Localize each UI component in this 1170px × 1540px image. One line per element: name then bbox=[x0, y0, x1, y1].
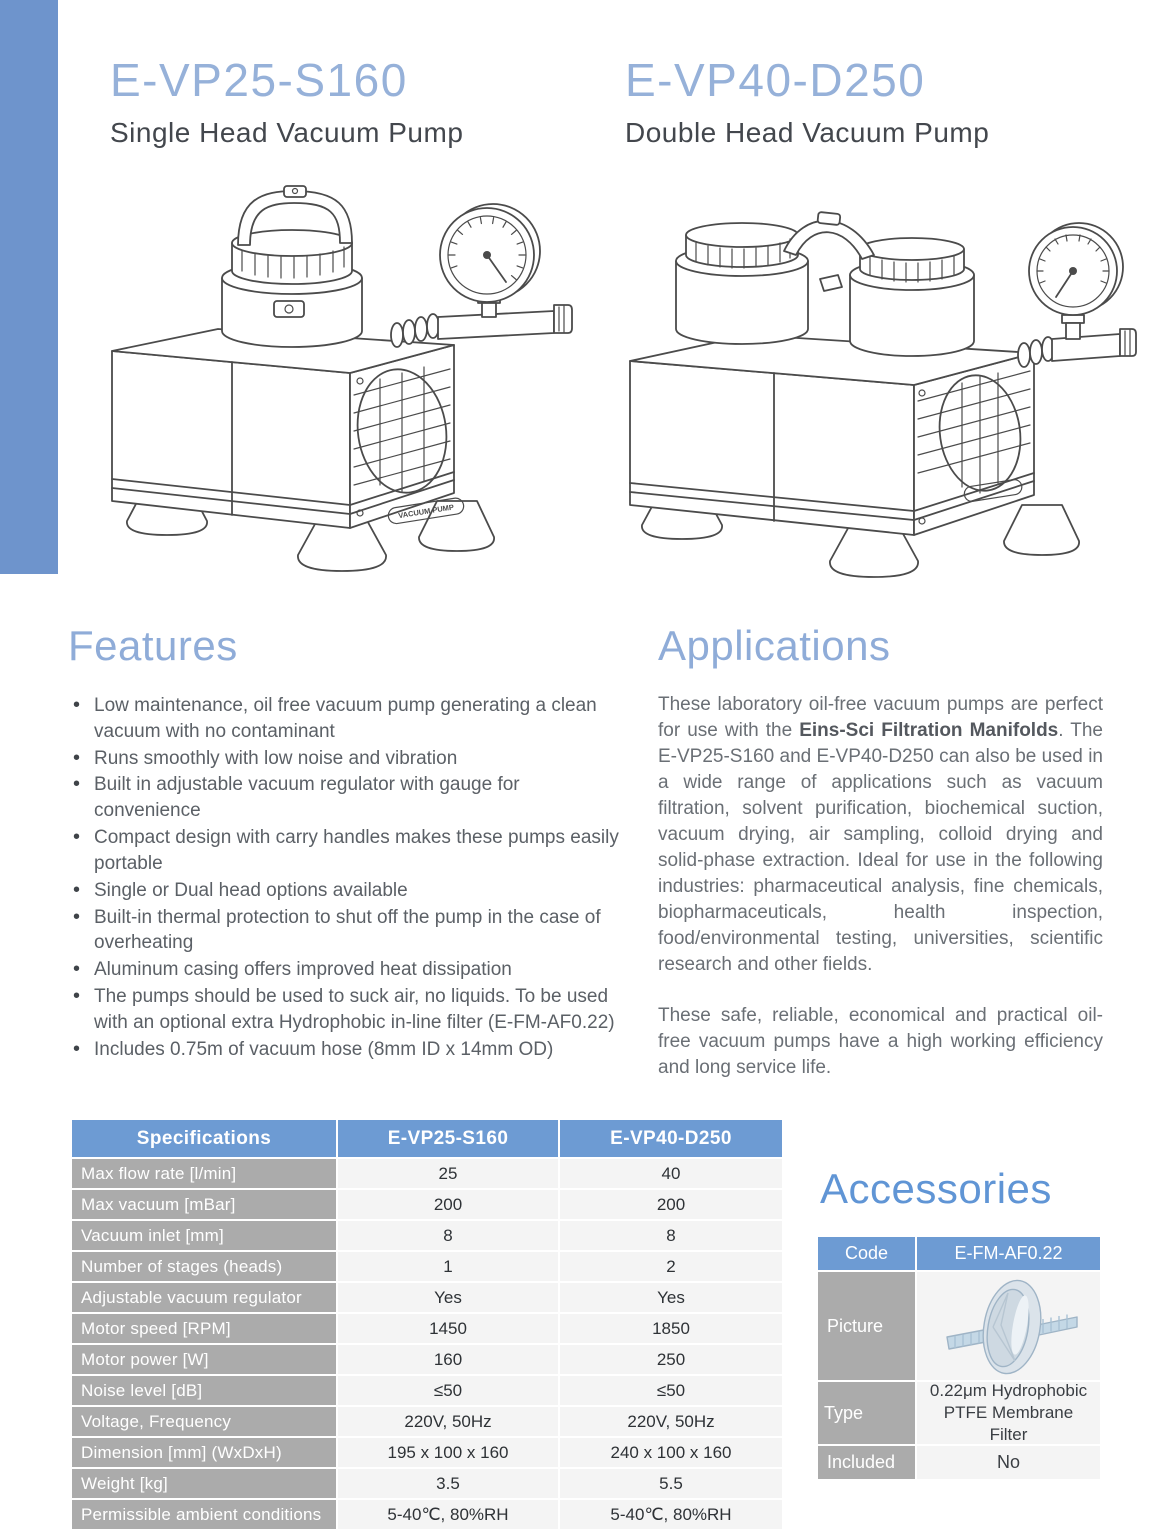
feature-item: • Compact design with carry handles makes these pumps easily portable bbox=[68, 825, 620, 877]
applications-paragraph-1 bbox=[658, 692, 1103, 978]
feature-item: • Built in adjustable vacuum regulator with gauge for convenience bbox=[68, 772, 620, 824]
product-header-right bbox=[625, 54, 990, 148]
accessory-type-label: Type bbox=[818, 1382, 915, 1444]
spec-row-label: Motor power [W] bbox=[72, 1345, 336, 1374]
feature-item: • Includes 0.75m of vacuum hose (8mm ID x 14mm OD) bbox=[68, 1037, 620, 1063]
spec-row-label: Dimension [mm] (WxDxH) bbox=[72, 1438, 336, 1467]
feature-item: • The pumps should be used to suck air, no liquids. To be used with an optional extra Hydrophobic in-line filter (E-FM-AF0.22) bbox=[68, 984, 620, 1036]
spec-row-value-1: 200 bbox=[338, 1190, 558, 1219]
pressure-gauge bbox=[440, 204, 540, 302]
pump-head bbox=[222, 230, 362, 347]
vacuum-piping bbox=[391, 295, 572, 347]
spec-row-label: Voltage, Frequency bbox=[72, 1407, 336, 1436]
applications-section bbox=[658, 622, 1103, 1081]
spec-row-value-2: 5-40℃, 80%RH bbox=[560, 1500, 782, 1529]
features-list bbox=[68, 693, 620, 1063]
spec-row-value-1: Yes bbox=[338, 1283, 558, 1312]
features-title: Features bbox=[68, 622, 238, 669]
product-code-right: E-VP40-D250 bbox=[625, 54, 926, 106]
spec-row-value-1: 8 bbox=[338, 1221, 558, 1250]
spec-row-value-2: 5.5 bbox=[560, 1469, 782, 1498]
spec-header-specifications: Specifications bbox=[72, 1120, 336, 1157]
spec-row-label: Max flow rate [l/min] bbox=[72, 1159, 336, 1188]
product-header-left bbox=[110, 54, 464, 148]
spec-row-value-2: 220V, 50Hz bbox=[560, 1407, 782, 1436]
accessories-title: Accessories bbox=[820, 1165, 1052, 1212]
feature-item: • Built-in thermal protection to shut off the pump in the case of overheating bbox=[68, 905, 620, 957]
accessory-type-value: 0.22μm Hydrophobic PTFE Membrane Filter bbox=[917, 1382, 1100, 1444]
double-pump-drawing bbox=[612, 182, 1138, 584]
para1-post: . The E-VP25-S160 and E-VP40-D250 can also be used in a wide range of applications such as vacuum filtration, solvent purification, biochemical suction, vacuum drying, air sampling, colloid drying and solid-phase extraction. Ideal for use in the following industries: pharmaceutical analysis, fine chemicals, biopharmaceuticals, health inspection, food/environmental testing, universities, scientific research and other fields. bbox=[658, 720, 1103, 976]
single-pump-drawing bbox=[92, 182, 580, 584]
spec-row-value-1: 1 bbox=[338, 1252, 558, 1281]
accessory-code-label: Code bbox=[818, 1237, 915, 1270]
spec-row-label: Max vacuum [mBar] bbox=[72, 1190, 336, 1219]
applications-title: Applications bbox=[658, 622, 891, 669]
spec-row-value-2: 240 x 100 x 160 bbox=[560, 1438, 782, 1467]
spec-row-value-2: 1850 bbox=[560, 1314, 782, 1343]
spec-header-model-1: E-VP25-S160 bbox=[338, 1120, 558, 1157]
spec-row-label: Motor speed [RPM] bbox=[72, 1314, 336, 1343]
pump-casing bbox=[112, 329, 454, 528]
spec-row-label: Vacuum inlet [mm] bbox=[72, 1221, 336, 1250]
accessory-included-label: Included bbox=[818, 1446, 915, 1479]
feature-item: • Runs smoothly with low noise and vibration bbox=[68, 746, 620, 772]
pump-casing bbox=[630, 335, 1034, 535]
spec-row-value-1: 220V, 50Hz bbox=[338, 1407, 558, 1436]
accessories-table bbox=[818, 1237, 1100, 1479]
pump-nameplate-text: VACUUM PUMP bbox=[397, 502, 455, 521]
para1-pre: These laboratory oil-free vacuum pumps are perfect for use with the bbox=[658, 694, 1103, 742]
spec-row-value-2: 8 bbox=[560, 1221, 782, 1250]
spec-header-model-2: E-VP40-D250 bbox=[560, 1120, 782, 1157]
spec-row-value-2: 250 bbox=[560, 1345, 782, 1374]
spec-row-value-1: 25 bbox=[338, 1159, 558, 1188]
spec-row-label: Adjustable vacuum regulator bbox=[72, 1283, 336, 1312]
membrane-filter-image bbox=[919, 1273, 1099, 1379]
spec-row-label: Noise level [dB] bbox=[72, 1376, 336, 1405]
spec-row-value-1: 195 x 100 x 160 bbox=[338, 1438, 558, 1467]
para1-bold: Eins-Sci Filtration Manifolds bbox=[799, 720, 1059, 742]
feature-item: • Aluminum casing offers improved heat dissipation bbox=[68, 957, 620, 983]
spec-row-value-1: 1450 bbox=[338, 1314, 558, 1343]
feature-item: • Low maintenance, oil free vacuum pump generating a clean vacuum with no contaminant bbox=[68, 693, 620, 745]
spec-row-value-2: 200 bbox=[560, 1190, 782, 1219]
double-pump-line-art bbox=[612, 182, 1138, 584]
product-subtitle-right: Double Head Vacuum Pump bbox=[625, 117, 990, 148]
spec-row-value-1: ≤50 bbox=[338, 1376, 558, 1405]
left-accent-bar bbox=[0, 0, 58, 574]
spec-row-value-2: 2 bbox=[560, 1252, 782, 1281]
accessory-code-value: E-FM-AF0.22 bbox=[917, 1237, 1100, 1270]
pump-head-left bbox=[676, 223, 808, 344]
spec-row-value-2: ≤50 bbox=[560, 1376, 782, 1405]
accessory-included-value: No bbox=[917, 1446, 1100, 1479]
spec-row-value-1: 160 bbox=[338, 1345, 558, 1374]
spec-row-value-1: 3.5 bbox=[338, 1469, 558, 1498]
features-section bbox=[68, 622, 620, 1064]
spec-row-label: Weight [kg] bbox=[72, 1469, 336, 1498]
spec-row-value-2: 40 bbox=[560, 1159, 782, 1188]
spec-row-value-1: 5-40℃, 80%RH bbox=[338, 1500, 558, 1529]
feature-item: • Single or Dual head options available bbox=[68, 878, 620, 904]
spec-row-label: Number of stages (heads) bbox=[72, 1252, 336, 1281]
applications-paragraph-2: These safe, reliable, economical and practical oil-free vacuum pumps have a high working efficiency and long service life. bbox=[658, 1005, 1103, 1079]
product-code-left: E-VP25-S160 bbox=[110, 54, 408, 106]
pressure-gauge bbox=[1029, 223, 1123, 315]
spec-row-value-2: Yes bbox=[560, 1283, 782, 1312]
product-subtitle-left: Single Head Vacuum Pump bbox=[110, 117, 464, 148]
vacuum-piping bbox=[1018, 315, 1136, 367]
specifications-table bbox=[72, 1120, 782, 1529]
spec-row-label: Permissible ambient conditions bbox=[72, 1500, 336, 1529]
single-pump-line-art bbox=[92, 182, 580, 584]
accessory-picture-cell bbox=[917, 1272, 1100, 1380]
accessory-picture-label: Picture bbox=[818, 1272, 915, 1380]
